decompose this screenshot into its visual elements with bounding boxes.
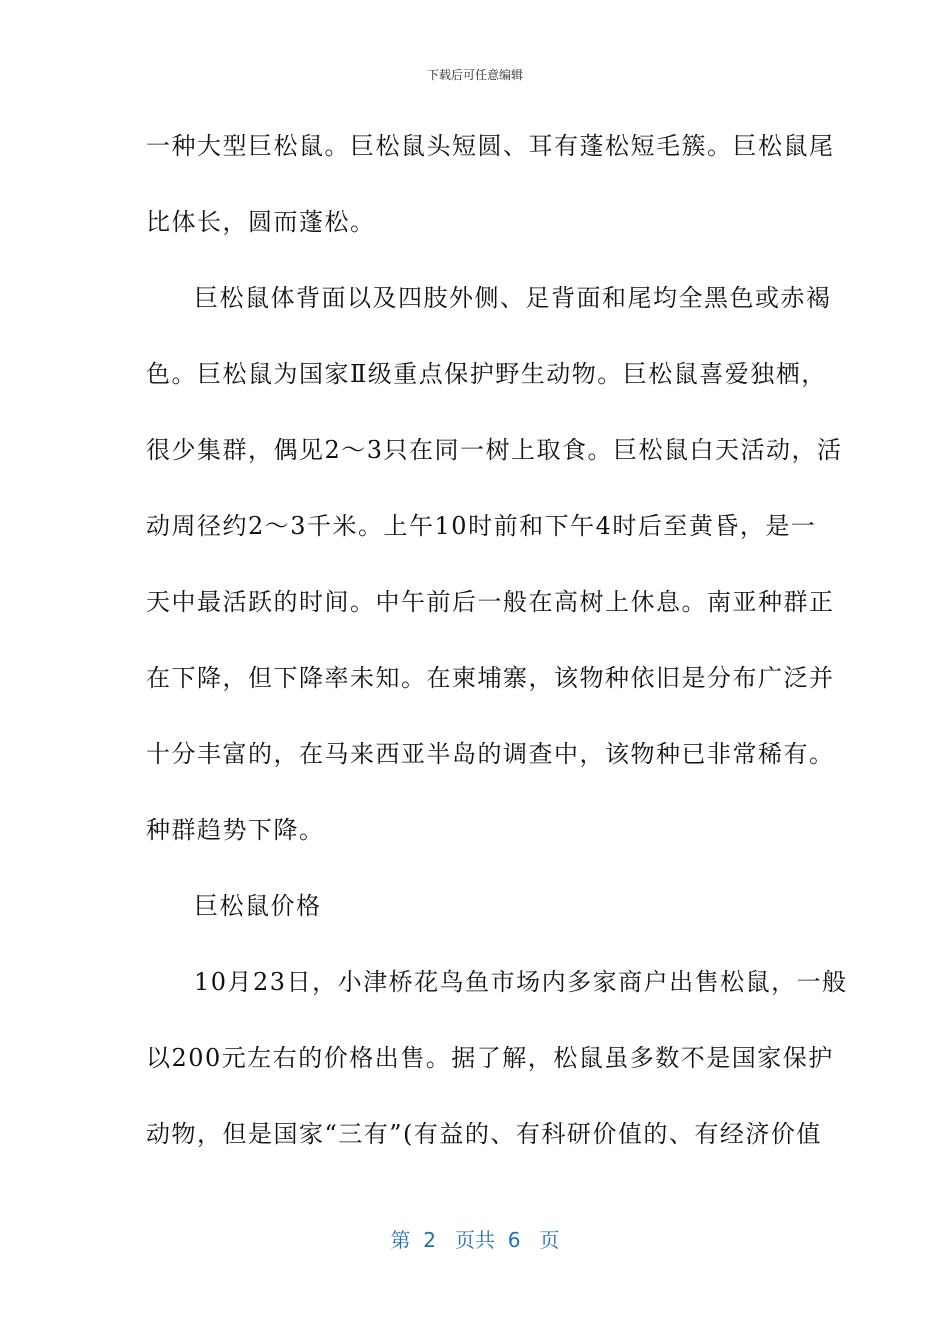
paragraph-start-line: 10月23日，小津桥花鸟鱼市场内多家商户出售松鼠，一般 [194,968,848,996]
text-line: 动物，但是国家“三有”(有益的、有科研价值的、有经济价值 [146,1120,822,1148]
header-note: 下载后可任意编辑 [426,68,523,82]
section-heading: 巨松鼠价格 [194,892,322,920]
text-line: 天中最活跃的时间。中午前后一般在高树上休息。南亚种群正 [146,588,835,616]
document-body [146,126,848,1190]
text-line: 种群趋势下降。 [146,816,325,844]
text-line: 在下降，但下降率未知。在柬埔寨，该物种依旧是分布广泛并 [146,664,835,692]
text-line: 一种大型巨松鼠。巨松鼠头短圆、耳有蓬松短毛簇。巨松鼠尾 [146,132,835,160]
text-line: 比体长，圆而蓬松。 [146,208,376,236]
page-number-footer: 第 2 页共 6 页 [390,1228,560,1252]
text-line: 以200元左右的价格出售。据了解，松鼠虽多数不是国家保护 [146,1044,834,1072]
paragraph-start-line: 巨松鼠体背面以及四肢外侧、足背面和尾均全黑色或赤褐 [194,284,832,312]
text-line: 十分丰富的，在马来西亚半岛的调查中，该物种已非常稀有。 [146,740,835,768]
text-line: 色。巨松鼠为国家Ⅱ级重点保护野生动物。巨松鼠喜爱独栖， [146,360,827,388]
text-line: 很少集群，偶见2～3只在同一树上取食。巨松鼠白天活动，活 [146,436,843,464]
text-line: 动周径约2～3千米。上午10时前和下午4时后至黄昏，是一 [146,512,817,540]
